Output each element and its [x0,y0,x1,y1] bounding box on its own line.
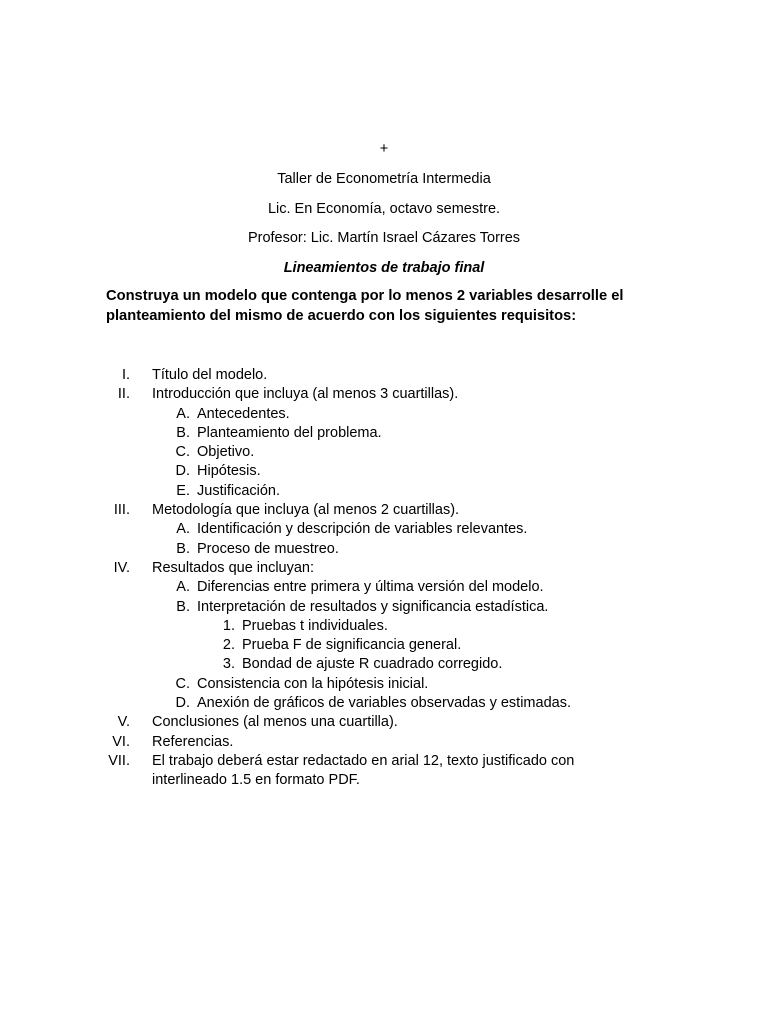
list-item [0,675,768,694]
list-item [0,655,768,674]
list-marker: 3. [222,656,235,673]
list-marker: II. [117,386,130,403]
list-item-text: Bondad de ajuste R cuadrado corregido. [242,656,503,673]
list-marker: A. [176,405,190,422]
list-item-text: Hipótesis. [197,463,261,480]
list-item-text: Consistencia con la hipótesis inicial. [197,675,429,692]
list-item [0,636,768,655]
list-marker: I. [121,367,130,383]
list-item [0,713,768,732]
list-marker: 2. [222,637,235,654]
list-item-text: Prueba F de significancia general. [242,637,462,654]
list-item [0,482,768,501]
list-item-text: El trabajo deberá estar redactado en arial 12, texto justificado con interlineado 1.5 en formato PDF. [152,752,575,789]
list-marker: A. [176,579,190,596]
list-marker: VII. [108,752,130,769]
list-marker: E. [176,482,190,499]
list-item-text: Identificación y descripción de variables relevantes. [197,521,528,538]
document-subtitle: Lineamientos de trabajo final [283,260,485,276]
list-marker: D. [175,695,190,712]
list-item-text: Título del modelo. [152,367,268,383]
list-item [0,617,768,636]
list-item-text: Conclusiones (al menos una cuartilla). [152,714,398,731]
list-item [0,559,768,578]
list-item [0,424,768,443]
list-item [0,598,768,617]
list-marker: C. [175,675,190,692]
list-marker: V. [117,714,130,731]
list-item-text: Proceso de muestreo. [197,540,339,557]
header-symbol: + [379,141,389,157]
list-item [0,366,768,385]
list-item [0,385,768,404]
list-marker: B. [176,598,190,615]
list-item-text: Objetivo. [197,444,255,461]
list-item [0,501,768,520]
list-item-text: Introducción que incluya (al menos 3 cuartillas). [152,386,459,403]
list-item [0,578,768,597]
professor-line: Profesor: Lic. Martín Israel Cázares Torres [247,230,521,246]
list-item [0,462,768,481]
list-item [0,694,768,713]
list-item-text: Anexión de gráficos de variables observadas y estimadas. [197,695,571,712]
list-marker: 1. [222,617,235,634]
list-item [0,733,768,752]
list-item [0,520,768,539]
list-marker: B. [176,540,190,557]
list-marker: VI. [112,733,130,750]
list-item-text: Interpretación de resultados y significancia estadística. [197,598,549,615]
list-item-text: Metodología que incluya (al menos 2 cuartillas). [152,502,460,519]
program-line: Lic. En Economía, octavo semestre. [267,201,501,217]
course-title: Taller de Econometría Intermedia [277,171,491,187]
list-item [0,443,768,462]
list-item-text: Antecedentes. [197,405,290,422]
list-item-text: Planteamiento del problema. [197,424,382,441]
list-item-text: Justificación. [197,482,281,499]
list-item-text: Referencias. [152,733,234,750]
list-marker: D. [175,463,190,480]
requirements-list [0,366,768,791]
list-item-text: Pruebas t individuales. [242,617,388,634]
list-item [0,405,768,424]
list-marker: IV. [113,559,130,576]
list-item [0,540,768,559]
intro-paragraph: Construya un modelo que contenga por lo menos 2 variables desarrolle el planteamiento del mismo de acuerdo con los siguientes requisitos: [106,288,624,324]
list-marker: III. [113,502,130,519]
list-item-text: Diferencias entre primera y última versión del modelo. [197,579,544,596]
list-marker: A. [176,521,190,538]
list-item [0,752,768,791]
list-marker: C. [175,444,190,461]
list-item-text: Resultados que incluyan: [152,559,315,576]
list-marker: B. [176,424,190,441]
